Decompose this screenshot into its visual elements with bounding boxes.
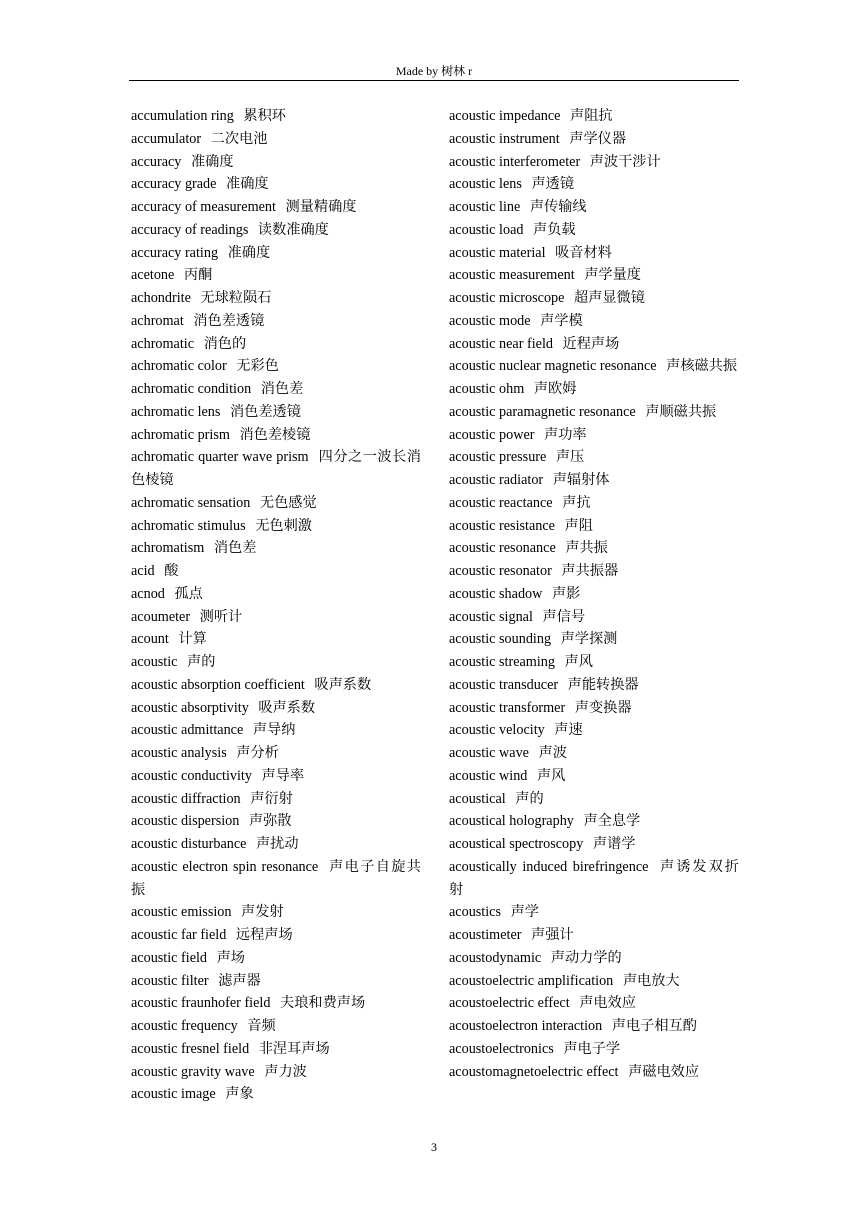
- entry-translation: 消色差: [213, 540, 257, 557]
- entry-term: acoustic filter: [131, 972, 209, 989]
- entry-term: acoustic interferometer: [449, 153, 581, 170]
- entry-translation: 声传输线: [529, 199, 587, 215]
- glossary-entry: [449, 856, 739, 902]
- entry-term: acoustic lens: [449, 176, 522, 193]
- entry-term: acoustic power: [449, 426, 535, 443]
- entry-term: acoustical holography: [449, 813, 574, 830]
- entry-translation: 累积环: [243, 108, 286, 124]
- glossary-entry: [131, 219, 421, 242]
- entry-translation: 声透镜: [531, 176, 575, 193]
- entry-translation: 声磁电效应: [628, 1063, 700, 1080]
- entry-term: achromatic sensation: [131, 494, 251, 511]
- entry-translation: 非涅耳声场: [258, 1040, 330, 1057]
- entry-translation: 声电子自旋共振: [131, 858, 421, 898]
- glossary-entry: [449, 537, 739, 560]
- glossary-entry: [449, 515, 739, 538]
- glossary-entry: [131, 264, 421, 287]
- entry-term: acoustic streaming: [449, 654, 555, 670]
- entry-term: acoustic instrument: [449, 130, 560, 147]
- entry-translation: 消色差透镜: [193, 312, 265, 329]
- entry-translation: 声信号: [542, 608, 586, 625]
- glossary-entry: [131, 1083, 421, 1106]
- entry-translation: 无球粒陨石: [200, 290, 272, 306]
- entry-term: accuracy of readings: [131, 221, 249, 238]
- entry-term: acoustic analysis: [131, 745, 227, 761]
- entry-translation: 声阻: [564, 517, 593, 534]
- entry-term: acoustic paramagnetic resonance: [449, 403, 636, 420]
- entry-term: acoustic resonance: [449, 540, 556, 557]
- entry-term: acoustic conductivity: [131, 767, 252, 784]
- glossary-entry: [131, 401, 421, 424]
- glossary-entry: [131, 560, 421, 583]
- entry-term: acoustic impedance: [449, 108, 561, 124]
- entry-term: acoustics: [449, 904, 502, 921]
- entry-translation: 声变换器: [574, 699, 632, 716]
- page-number: 3: [431, 1140, 437, 1154]
- entry-term: acoustic pressure: [449, 449, 547, 466]
- entry-translation: 声阻抗: [570, 108, 613, 124]
- entry-term: acnod: [131, 585, 165, 602]
- glossary-entry: [131, 105, 421, 128]
- glossary-entry: [449, 924, 739, 947]
- glossary-entry: [131, 901, 421, 924]
- entry-translation: 声力波: [264, 1063, 307, 1080]
- entry-term: accuracy rating: [131, 244, 219, 261]
- entry-term: acoustic resonator: [449, 563, 552, 579]
- entry-translation: 声功率: [544, 426, 587, 443]
- glossary-entry: [131, 992, 421, 1015]
- entry-term: achromatic stimulus: [131, 517, 246, 534]
- entry-translation: 准确度: [227, 244, 271, 261]
- glossary-entry: [449, 765, 739, 788]
- glossary-entry: [449, 651, 739, 674]
- entry-term: achondrite: [131, 290, 191, 306]
- entry-translation: 消色差透镜: [229, 403, 301, 420]
- glossary-entry: [131, 833, 421, 856]
- entry-term: acoustoelectric effect: [449, 995, 570, 1012]
- entry-translation: 准确度: [190, 153, 234, 170]
- entry-translation: 声学模: [540, 312, 583, 329]
- glossary-entry: [449, 833, 739, 856]
- glossary-entry: [449, 788, 739, 811]
- entry-translation: 四分之一波长消色棱镜: [131, 449, 421, 488]
- glossary-entry: [131, 537, 421, 560]
- entry-translation: 声电效应: [579, 995, 636, 1012]
- entry-term: acoustic radiator: [449, 472, 544, 488]
- entry-translation: 声能转换器: [567, 676, 639, 693]
- entry-term: acoustic microscope: [449, 290, 565, 306]
- glossary-entry: [131, 810, 421, 833]
- glossary-entry: [449, 310, 739, 333]
- glossary-entry: [131, 242, 421, 265]
- glossary-entry: [131, 674, 421, 697]
- entry-translation: 声抗: [562, 494, 591, 511]
- entry-term: achromatic prism: [131, 426, 230, 443]
- entry-translation: 消色差棱镜: [239, 426, 311, 443]
- entry-term: accuracy of measurement: [131, 199, 276, 215]
- glossary-entry: [449, 378, 739, 401]
- glossary-entry: [131, 856, 421, 902]
- entry-translation: 二次电池: [210, 130, 268, 147]
- glossary-entry: [131, 583, 421, 606]
- entry-translation: 声全息学: [583, 813, 641, 830]
- entry-translation: 声欧姆: [533, 381, 577, 397]
- entry-term: acoustical: [449, 790, 506, 807]
- entry-translation: 声场: [216, 949, 245, 966]
- entry-translation: 声风: [536, 767, 566, 784]
- entry-translation: 声象: [225, 1086, 254, 1103]
- entry-term: acoustic wave: [449, 745, 529, 761]
- glossary-entry: [131, 378, 421, 401]
- glossary-entry: [449, 719, 739, 742]
- glossary-entry: [449, 446, 739, 469]
- entry-translation: 声学量度: [584, 267, 641, 284]
- entry-translation: 声波干涉计: [589, 153, 661, 170]
- entry-translation: 声弥散: [248, 813, 292, 830]
- entry-translation: 夫琅和费声场: [280, 995, 366, 1012]
- glossary-entry: [449, 264, 739, 287]
- glossary-entry: [131, 446, 421, 492]
- entry-term: acoustomagnetoelectric effect: [449, 1063, 619, 1080]
- entry-term: acoustodynamic: [449, 949, 542, 966]
- glossary-entry: [131, 947, 421, 970]
- glossary-entry: [131, 128, 421, 151]
- glossary-entry: [449, 151, 739, 174]
- entry-term: acoustic: [131, 654, 178, 670]
- glossary-entry: [131, 310, 421, 333]
- entry-translation: 消色的: [203, 335, 247, 352]
- entry-translation: 滤声器: [218, 972, 261, 989]
- entry-term: acoustic shadow: [449, 585, 543, 602]
- entry-term: acoustic near field: [449, 335, 553, 352]
- glossary-entry: [131, 788, 421, 811]
- entry-term: acoustical spectroscopy: [449, 836, 584, 852]
- glossary-column-left: [131, 105, 421, 1106]
- entry-term: acoustic gravity wave: [131, 1063, 255, 1080]
- entry-translation: 无彩色: [236, 358, 279, 375]
- entry-term: acoustic signal: [449, 608, 533, 625]
- entry-term: acoustimeter: [449, 927, 522, 943]
- glossary-entry: [449, 469, 739, 492]
- entry-translation: 读数准确度: [257, 221, 329, 238]
- entry-term: achromat: [131, 312, 184, 329]
- entry-term: achromatic condition: [131, 381, 252, 397]
- entry-translation: 超声显微镜: [573, 290, 645, 306]
- entry-translation: 无色感觉: [259, 494, 317, 511]
- entry-term: achromatic: [131, 335, 195, 352]
- entry-term: acoustic electron spin resonance: [131, 858, 319, 875]
- entry-term: acoustic nuclear magnetic resonance: [449, 358, 657, 375]
- glossary-entry: [131, 492, 421, 515]
- glossary-entry: [449, 606, 739, 629]
- glossary-entry: [449, 901, 739, 924]
- entry-translation: 声学仪器: [569, 130, 627, 147]
- entry-term: acoustic material: [449, 244, 546, 261]
- entry-term: acoustic field: [131, 949, 208, 966]
- glossary-entry: [449, 219, 739, 242]
- glossary-entry: [131, 333, 421, 356]
- glossary-entry: [449, 560, 739, 583]
- entry-translation: 声风: [564, 654, 593, 670]
- entry-term: acoustic line: [449, 199, 521, 215]
- entry-term: acoustic diffraction: [131, 790, 241, 807]
- glossary-entry: [131, 1061, 421, 1084]
- entry-translation: 测听计: [199, 608, 243, 625]
- glossary-entry: [131, 628, 421, 651]
- header-rule: [129, 80, 739, 81]
- entry-term: acoustically induced birefringence: [449, 858, 649, 875]
- entry-term: accuracy grade: [131, 176, 217, 193]
- entry-translation: 准确度: [226, 176, 269, 193]
- glossary-entry: [449, 355, 739, 378]
- entry-translation: 声学: [510, 904, 539, 921]
- glossary-entry: [449, 810, 739, 833]
- glossary-entry: [449, 196, 739, 219]
- entry-term: acoustic image: [131, 1086, 216, 1103]
- entry-translation: 酸: [164, 563, 179, 579]
- entry-term: acoustic ohm: [449, 381, 525, 397]
- entry-term: acoumeter: [131, 608, 191, 625]
- entry-term: acoustic far field: [131, 927, 227, 943]
- entry-translation: 声共振: [565, 540, 608, 557]
- page-header: Made by 树林 r: [395, 64, 473, 78]
- entry-term: acoustic wind: [449, 767, 528, 784]
- glossary-entry: [131, 970, 421, 993]
- entry-term: acoustoelectron interaction: [449, 1018, 603, 1034]
- entry-translation: 声电子相互酌: [611, 1018, 697, 1034]
- entry-translation: 无色刺激: [255, 517, 312, 534]
- glossary-entry: [449, 947, 739, 970]
- glossary-entry: [449, 674, 739, 697]
- glossary-entry: [449, 583, 739, 606]
- entry-term: acoustic disturbance: [131, 836, 247, 852]
- glossary-entry: [449, 287, 739, 310]
- entry-translation: 计算: [178, 631, 207, 648]
- glossary-entry: [131, 606, 421, 629]
- entry-translation: 声分析: [236, 745, 279, 761]
- glossary-entry: [449, 628, 739, 651]
- glossary-entry: [449, 970, 739, 993]
- entry-term: acoustic sounding: [449, 631, 552, 648]
- glossary-entry: [131, 151, 421, 174]
- entry-term: acoustic transformer: [449, 699, 566, 716]
- glossary-entry: [131, 287, 421, 310]
- entry-term: acoustic fraunhofer field: [131, 995, 271, 1012]
- entry-term: acoustic velocity: [449, 722, 545, 739]
- entry-term: achromatic quarter wave prism: [131, 449, 309, 466]
- entry-translation: 测量精确度: [285, 199, 357, 215]
- entry-term: accumulation ring: [131, 108, 234, 124]
- entry-translation: 吸音材料: [555, 244, 612, 261]
- entry-term: acoustic emission: [131, 904, 232, 921]
- entry-translation: 近程声场: [562, 335, 620, 352]
- entry-translation: 远程声场: [235, 927, 293, 943]
- entry-translation: 声顺磁共振: [645, 403, 717, 420]
- glossary-entry: [131, 515, 421, 538]
- entry-translation: 声诱发双折射: [449, 858, 739, 898]
- entry-translation: 声导率: [261, 767, 305, 784]
- glossary-entry: [131, 1015, 421, 1038]
- entry-translation: 声学探测: [560, 631, 618, 648]
- entry-translation: 消色差: [260, 381, 304, 397]
- entry-translation: 声负载: [533, 221, 576, 238]
- entry-term: acoustic absorptivity: [131, 699, 249, 716]
- glossary-entry: [449, 992, 739, 1015]
- entry-term: acoustic admittance: [131, 722, 244, 739]
- entry-translation: 声电子学: [563, 1040, 621, 1057]
- entry-translation: 声动力学的: [550, 949, 622, 966]
- entry-term: acoustic measurement: [449, 267, 575, 284]
- glossary-entry: [449, 1015, 739, 1038]
- glossary-entry: [131, 1038, 421, 1061]
- glossary-entry: [131, 742, 421, 765]
- glossary-entry: [131, 924, 421, 947]
- glossary-column-right: [449, 105, 739, 1083]
- entry-translation: 声压: [555, 449, 585, 466]
- entry-term: achromatic color: [131, 358, 227, 375]
- glossary-entry: [131, 719, 421, 742]
- glossary-entry: [449, 742, 739, 765]
- glossary-entry: [449, 1038, 739, 1061]
- entry-term: achromatism: [131, 540, 205, 557]
- entry-translation: 声电放大: [622, 972, 680, 989]
- entry-translation: 声波: [538, 745, 567, 761]
- glossary-entry: [449, 697, 739, 720]
- entry-translation: 吸声系数: [314, 676, 372, 693]
- entry-term: accumulator: [131, 130, 202, 147]
- entry-term: acoustic load: [449, 221, 524, 238]
- glossary-entry: [131, 173, 421, 196]
- entry-term: acoustic frequency: [131, 1018, 238, 1034]
- entry-translation: 丙酮: [183, 267, 213, 284]
- entry-translation: 声核磁共振: [666, 358, 738, 375]
- entry-translation: 声发射: [241, 904, 284, 921]
- entry-translation: 声导纳: [252, 722, 296, 739]
- entry-translation: 声扰动: [255, 836, 299, 852]
- entry-translation: 音频: [247, 1018, 276, 1034]
- entry-term: acoustoelectric amplification: [449, 972, 614, 989]
- glossary-entry: [131, 355, 421, 378]
- entry-translation: 声的: [187, 654, 216, 670]
- entry-term: acoustic fresnel field: [131, 1040, 250, 1057]
- glossary-entry: [449, 424, 739, 447]
- glossary-entry: [449, 1061, 739, 1084]
- entry-term: accuracy: [131, 153, 182, 170]
- glossary-entry: [131, 651, 421, 674]
- entry-term: acoustic absorption coefficient: [131, 676, 305, 693]
- glossary-entry: [131, 765, 421, 788]
- glossary-entry: [131, 196, 421, 219]
- glossary-entry: [449, 401, 739, 424]
- entry-translation: 声辐射体: [552, 472, 610, 488]
- entry-translation: 声速: [554, 722, 583, 739]
- entry-term: acount: [131, 631, 169, 648]
- entry-translation: 声影: [551, 585, 581, 602]
- entry-translation: 孤点: [174, 585, 203, 602]
- glossary-entry: [449, 333, 739, 356]
- entry-term: acoustic resistance: [449, 517, 555, 534]
- glossary-entry: [449, 173, 739, 196]
- glossary-entry: [449, 492, 739, 515]
- glossary-entry: [449, 105, 739, 128]
- entry-term: acetone: [131, 267, 175, 284]
- entry-translation: 声共振器: [561, 563, 619, 579]
- glossary-entry: [449, 128, 739, 151]
- entry-term: acoustoelectronics: [449, 1040, 554, 1057]
- glossary-entry: [449, 242, 739, 265]
- entry-translation: 吸声系数: [258, 699, 316, 716]
- entry-term: acoustic transducer: [449, 676, 559, 693]
- entry-term: acid: [131, 563, 155, 579]
- entry-translation: 声的: [515, 790, 544, 807]
- entry-term: acoustic mode: [449, 312, 531, 329]
- entry-term: acoustic reactance: [449, 494, 553, 511]
- entry-term: achromatic lens: [131, 403, 221, 420]
- glossary-entry: [131, 424, 421, 447]
- entry-term: acoustic dispersion: [131, 813, 240, 830]
- entry-translation: 声衍射: [250, 790, 293, 807]
- entry-translation: 声强计: [531, 927, 574, 943]
- glossary-entry: [131, 697, 421, 720]
- entry-translation: 声谱学: [592, 836, 636, 852]
